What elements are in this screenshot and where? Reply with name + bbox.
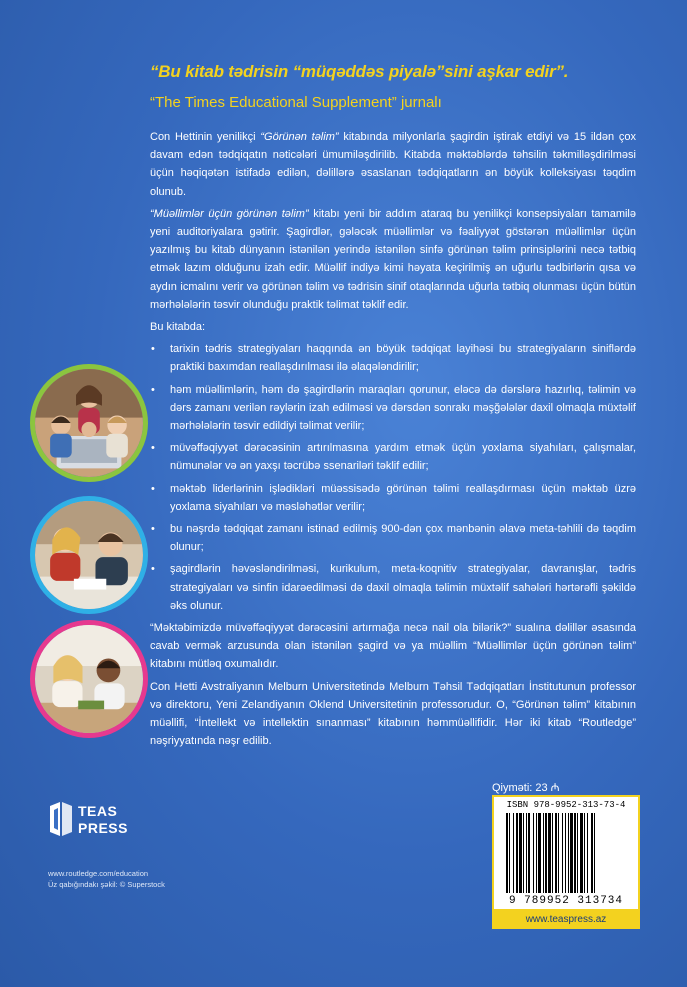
- list-item-text: müvəffəqiyyət dərəcəsinin artırılmasına yardım etmək üçün yoxlama siyahıları, çalışmalar, nümunələr və ən yaxşı təcrübə ssenariləri təklif edilir;: [170, 442, 636, 473]
- paragraph-1: [150, 128, 636, 201]
- bullet-icon: •: [151, 523, 155, 536]
- p1-text-a: Con Hettinin yenilikçi: [150, 131, 261, 143]
- paragraph-3: “Məktəbimizdə müvəffəqiyyət dərəcəsini artırmağa necə nail ola bilərik?” sualına dəlillər əsasında cavab vermək arzusunda olan istənilən şagird və ya müəllim “Müəllimlər üçün görünən təlim” kitabını mütləq oxumalıdır.: [150, 622, 636, 671]
- footer-credit: Üz qabığındakı şəkil: © Superstock: [48, 880, 165, 889]
- list-item: [150, 439, 636, 475]
- classroom-photo-3: [35, 625, 143, 733]
- list-item: [150, 381, 636, 436]
- p1-text-b: kitabında milyonlarla şagirdin iştirak etdiyi və 15 ildən çox davam edən tədqiqatın nəticələri ümumiləşdirilib. Kitabda məktəblərdə təhsilin təkmilləşdirilməsi üçün həqiqətən istifadə edilən, dəlillərə əsaslanan tədqiqatların ən böyük kolleksiyası təqdim olunub.: [150, 131, 637, 198]
- list-intro: Bu kitabda:: [150, 321, 206, 334]
- classroom-photo-1: [35, 369, 143, 477]
- publisher-website[interactable]: www.teaspress.az: [492, 911, 640, 929]
- isbn-text: ISBN 978-9952-313-73-4: [506, 800, 626, 810]
- paragraph-2: [150, 205, 636, 314]
- footer-url[interactable]: www.routledge.com/education: [48, 869, 149, 878]
- list-item-text: şagirdlərin həvəsləndirilməsi, kurikulum, meta-koqnitiv strategiyalar, davranışlar, tədris strategiyaları və sinfin idarəedilməsi də daxil olmaqla təlimin müxtəlif sahələri hərtərəfli şəkildə əks olunur.: [170, 563, 636, 612]
- cover-quote: “Bu kitab tədrisin “müqəddəs piyalə”sini aşkar edir”.: [150, 62, 569, 81]
- list-item: [150, 560, 636, 615]
- blurb-text: [150, 128, 636, 755]
- barcode-box: [492, 795, 640, 911]
- barcode-number: 9 789952 313734: [508, 895, 624, 907]
- features-list: [150, 340, 636, 615]
- classroom-photo-2: [35, 501, 143, 609]
- barcode-image: [502, 813, 632, 893]
- photo-circle-teacher-students: [30, 364, 148, 482]
- logo-text-line1: TEAS: [78, 803, 118, 819]
- quote-source: “The Times Educational Supplement” jurnalı: [150, 94, 442, 111]
- list-item: [150, 340, 636, 376]
- bullet-icon: •: [151, 383, 155, 396]
- publisher-logo: [48, 800, 128, 842]
- list-item: [150, 520, 636, 556]
- bullet-icon: •: [151, 343, 155, 356]
- paragraph-4-author-bio: Con Hetti Avstraliyanın Melburn Universitetində Melburn Təhsil Tədqiqatları İnstitutunun professor və direktoru, Yeni Zelandiyanın Oklend Universitetinin professorudur. O, “Görünən təlim” kitabının müəllifi, “İntellekt və intellektin sınanması” kitabının həmmüəllifidir. Hər iki kitab “Routledge” nəşriyyatında nəşr edilib.: [150, 680, 636, 748]
- bullet-icon: •: [151, 482, 155, 495]
- logo-text-line2: PRESS: [78, 820, 128, 836]
- bullet-icon: •: [151, 563, 155, 576]
- p2-text-b: kitabı yeni bir addım ataraq bu yenilikçi konsepsiyaları tamamilə yeni auditoriyalara gətirir. Şagirdlər, gələcək müəllimlər və fəaliyyət göstərən müəllimlər üçün yazılmış bu kitab dünyanın istənilən yerində istənilən sinfə görünən təlim prinsiplərini necə tətbiq etmək lazım olduğunu izah edir. Müəllif indiyə kimi həyata keçirilmiş ən uğurlu tədbirlərin qısa və aydın icmalını verir və görünən təlim və tədrisin sinif otaqlarında uğurla tətbiq olunması üçün bütün mərhələlərin təsvir olunduğu praktik təlimat təklif edir.: [150, 207, 636, 311]
- photo-circle-group-study: [30, 496, 148, 614]
- list-item-text: məktəb liderlərinin işlədikləri müəssisədə görünən təlimi reallaşdırması üçün məktəb üzrə yoxlama siyahıları və məsləhətlər verilir;: [170, 482, 636, 513]
- photo-circle-children-activity: [30, 620, 148, 738]
- price-label: Qiyməti: 23 ₼: [492, 782, 560, 794]
- p1-italic-title: “Görünən təlim”: [260, 131, 339, 143]
- list-item-text: həm müəllimlərin, həm də şagirdlərin maraqları qorunur, eləcə də dərslərə hazırlıq, təlimin və dərs zamanı verilən rəylərin izah edilməsi və dərsdən sonrakı məşğələlər daxil olmaqla müxtəlif mərhələlərin təsvir edildiyi təlimat verilir;: [170, 383, 636, 433]
- teas-press-logo-icon: [48, 800, 74, 840]
- p2-italic-title: “Müəllimlər üçün görünən təlim”: [150, 207, 309, 220]
- list-item-text: bu nəşrdə tədqiqat zamanı istinad edilmiş 900-dən çox mənbənin əlavə meta-təhlili də təqdim olunur;: [170, 523, 636, 554]
- list-item: [150, 480, 636, 516]
- list-item-text: tarixin tədris strategiyaları haqqında ən böyük tədqiqat layihəsi bu strategiyaların siniflərdə praktiki baxımdan reallaşdırılması ilə əlaqələndirilir;: [170, 343, 636, 374]
- bullet-icon: •: [151, 442, 155, 455]
